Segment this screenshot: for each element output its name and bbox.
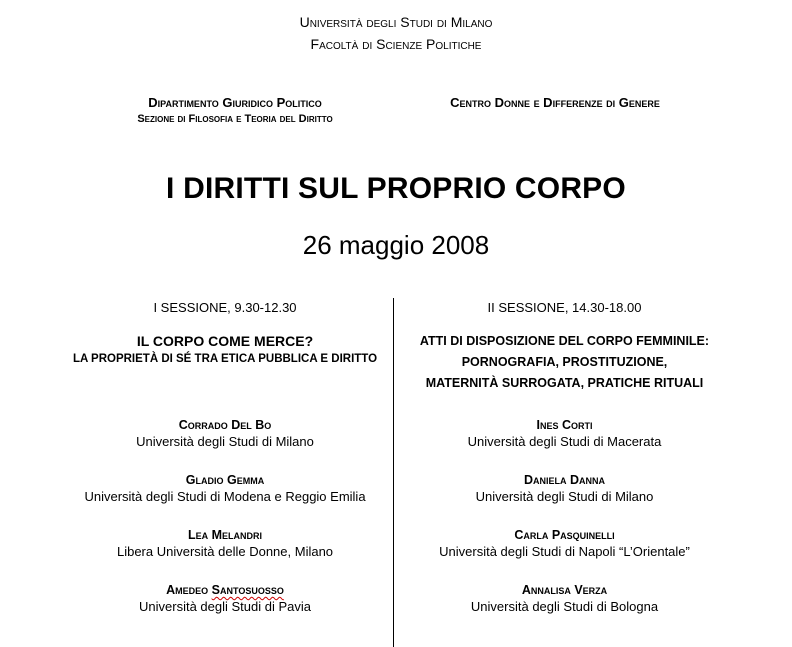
speaker-affiliation: Università degli Studi di Pavia — [139, 599, 311, 614]
speaker-affiliation: Università degli Studi di Milano — [136, 434, 314, 449]
speaker-2-3 — [397, 528, 732, 559]
event-date: 26 maggio 2008 — [302, 230, 490, 260]
faculty-name: Facoltà di Scienze Politiche — [310, 36, 482, 52]
session-2-column — [397, 300, 732, 394]
speaker-affiliation: Università degli Studi di Modena e Reggio Emilia — [84, 489, 366, 504]
event-title: I DIRITTI SUL PROPRIO CORPO — [166, 172, 626, 205]
speaker-name: Carla Pasquinelli — [514, 528, 615, 542]
session-2-label: II SESSIONE, 14.30-18.00 — [487, 300, 642, 315]
speaker-2-2 — [397, 473, 732, 504]
session-2-topic-line-3: MATERNITÀ SURROGATA, PRATICHE RITUALI — [425, 376, 704, 390]
session-2-topic-line-2: PORNOGRAFIA, PROSTITUZIONE, — [461, 355, 668, 369]
speaker-name — [60, 583, 390, 597]
university-name: Università degli Studi di Milano — [299, 14, 493, 30]
speaker-1-4 — [60, 583, 390, 614]
speaker-name: Annalisa Verza — [521, 583, 608, 597]
speaker-name: Lea Melandri — [187, 528, 263, 542]
speaker-affiliation: Libera Università delle Donne, Milano — [116, 544, 334, 559]
speaker-affiliation: Università degli Studi di Napoli “L’Orientale” — [439, 544, 690, 559]
speaker-1-1 — [60, 418, 390, 449]
speaker-affiliation: Università degli Studi di Milano — [475, 489, 654, 504]
speaker-affiliation: Università degli Studi di Macerata — [467, 434, 662, 449]
speaker-1-2 — [60, 473, 390, 504]
department-left — [95, 95, 375, 125]
speaker-last-name: Santosuosso — [211, 583, 284, 597]
session-2-topic-line-1: ATTI DI DISPOSIZIONE DEL CORPO FEMMINILE: — [419, 334, 710, 348]
speaker-name: Ines Corti — [536, 418, 593, 432]
speaker-affiliation: Università degli Studi di Bologna — [470, 599, 659, 614]
session-1-label: I SESSIONE, 9.30-12.30 — [153, 300, 297, 315]
speaker-2-4 — [397, 583, 732, 614]
session-1-column — [60, 300, 390, 367]
session-1-topic-line-2: LA PROPRIETÀ DI SÉ TRA ETICA PUBBLICA E DIRITTO — [72, 353, 378, 365]
column-divider — [393, 298, 394, 647]
speaker-name: Corrado Del Bo — [178, 418, 272, 432]
department-right-name: Centro Donne e Differenze di Genere — [450, 95, 660, 110]
session-1-topic-line-1: IL CORPO COME MERCE? — [136, 333, 314, 349]
speaker-2-1 — [397, 418, 732, 449]
department-left-section: Sezione di Filosofia e Teoria del Diritto — [137, 113, 333, 125]
speaker-1-3 — [60, 528, 390, 559]
speaker-name: Gladio Gemma — [185, 473, 265, 487]
department-left-name: Dipartimento Giuridico Politico — [148, 95, 322, 110]
speaker-first-name: Amedeo — [166, 583, 209, 597]
speaker-name: Daniela Danna — [523, 473, 606, 487]
